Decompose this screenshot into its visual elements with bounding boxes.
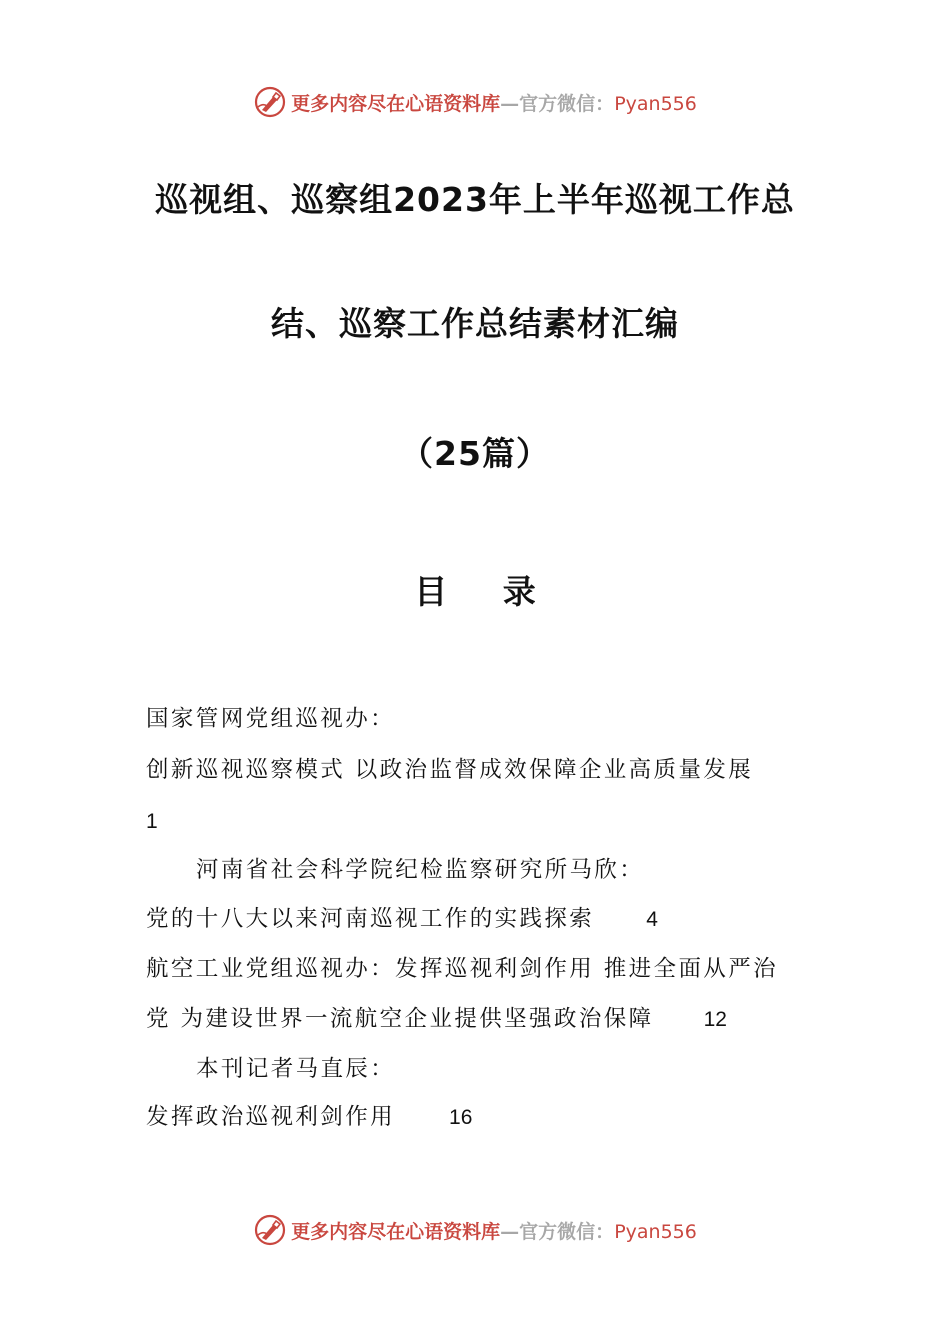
toc-entry-text: 航空工业党组巡视办：发挥巡视利剑作用 推进全面从严治 — [146, 956, 779, 982]
toc-entry-text: 河南省社会科学院纪检监察研究所马欣： — [196, 857, 645, 883]
watermark-separator: — — [500, 1220, 520, 1243]
toc-entry-text: 国家管网党组巡视办： — [146, 706, 396, 732]
watermark-sub: 官方微信： — [519, 1220, 615, 1243]
watermark-footer — [0, 1210, 950, 1250]
watermark-main: 更多内容尽在心语资料库 — [291, 1220, 501, 1243]
watermark-text — [291, 1217, 697, 1244]
toc-entry — [146, 759, 753, 782]
pen-nib-icon — [253, 1213, 287, 1247]
toc-entry — [146, 708, 395, 731]
toc-heading: 目 录 — [414, 572, 558, 611]
watermark-account: Pyan556 — [614, 1220, 697, 1243]
toc-entry-page: 4 — [646, 908, 658, 931]
document-title-line-1: 巡视组、巡察组2023年上半年巡视工作总 — [155, 180, 795, 219]
toc-entry-page: 1 — [146, 810, 158, 833]
toc-entry-text: 本刊记者马直辰： — [196, 1056, 396, 1082]
toc-entry-text: 党 为建设世界一流航空企业提供坚强政治保障 — [146, 1006, 654, 1032]
watermark-separator: — — [500, 92, 520, 115]
watermark-header — [0, 82, 950, 122]
toc-entry — [146, 958, 778, 981]
toc-entry-page: 16 — [449, 1106, 473, 1129]
toc-entry-page: 12 — [703, 1008, 727, 1031]
pen-nib-icon — [253, 85, 287, 119]
watermark-text — [291, 89, 697, 116]
watermark-main: 更多内容尽在心语资料库 — [291, 92, 501, 115]
toc-entry — [146, 908, 658, 931]
toc-entry — [196, 859, 644, 882]
toc-entry-text: 发挥政治巡视利剑作用 — [146, 1104, 396, 1130]
toc-entry-text: 党的十八大以来河南巡视工作的实践探索 — [146, 906, 595, 932]
document-title-line-2: 结、巡察工作总结素材汇编 — [271, 304, 679, 343]
watermark-sub: 官方微信： — [519, 92, 615, 115]
toc-entry-text: 创新巡视巡察模式 以政治监督成效保障企业高质量发展 — [146, 757, 754, 783]
toc-entry — [146, 1008, 727, 1031]
toc-entry — [196, 1058, 395, 1081]
document-title-count: （25篇） — [400, 434, 550, 473]
toc-entry — [146, 1106, 472, 1129]
watermark-account: Pyan556 — [614, 92, 697, 115]
toc-entry — [146, 810, 158, 833]
